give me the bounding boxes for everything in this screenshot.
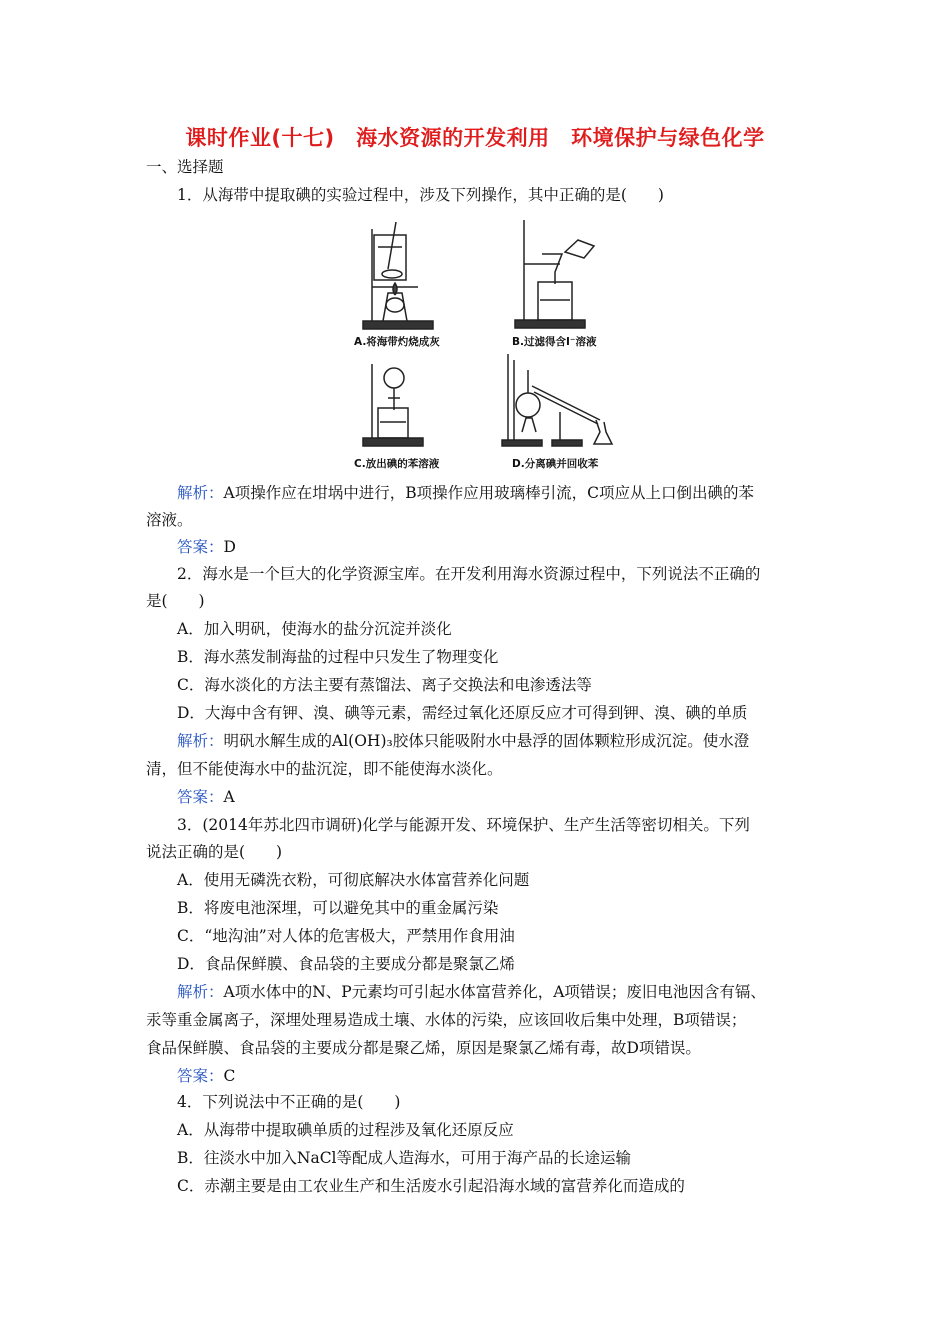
caption-d: D.分离碘并回收苯	[512, 458, 599, 470]
q3-stem-line1: 3．(2014年苏北四市调研)化学与能源开发、环境保护、生产生活等密切相关。下列	[177, 816, 750, 834]
apparatus-c-illustration	[358, 360, 438, 450]
q4-option-c: C．赤潮主要是由工农业生产和生活废水引起沿海水域的富营养化而造成的	[177, 1177, 685, 1195]
caption-b: B.过滤得含I⁻溶液	[512, 336, 597, 348]
q1-answer	[177, 537, 236, 557]
page-title: 课时作业(十七) 海水资源的开发利用 环境保护与绿色化学	[185, 126, 765, 150]
q3-answer-value: C	[223, 1067, 236, 1085]
q3-option-c: C．“地沟油”对人体的危害极大，严禁用作食用油	[177, 927, 515, 945]
analysis-label: 解析：	[177, 732, 224, 750]
analysis-label: 解析：	[177, 983, 224, 1001]
caption-a: A.将海带灼烧成灰	[354, 336, 440, 348]
q4-option-b: B．往淡水中加入NaCl等配成人造海水，可用于海产品的长途运输	[177, 1149, 632, 1167]
answer-label: 答案：	[177, 1067, 224, 1085]
q3-stem-line2: 说法正确的是( )	[146, 843, 283, 861]
q4-stem: 4．下列说法中不正确的是( )	[177, 1093, 401, 1111]
q1-stem: 1．从海带中提取碘的实验过程中，涉及下列操作，其中正确的是( )	[177, 186, 664, 204]
q2-analysis-text: 明矾水解生成的Al(OH)₃胶体只能吸附水中悬浮的固体颗粒形成沉淀。使水澄	[223, 732, 750, 750]
q3-option-a: A．使用无磷洗衣粉，可彻底解决水体富营养化问题	[177, 871, 530, 889]
answer-label: 答案：	[177, 538, 224, 556]
q2-option-d: D．大海中含有钾、溴、碘等元素，需经过氧化还原反应才可得到钾、溴、碘的单质	[177, 704, 748, 722]
apparatus-d-illustration	[500, 350, 620, 450]
q2-answer	[177, 787, 235, 807]
q1-analysis-line1	[177, 483, 754, 503]
q3-analysis-line3: 食品保鲜膜、食品袋的主要成分都是聚乙烯，原因是聚氯乙烯有毒，故D项错误。	[146, 1039, 701, 1057]
q2-analysis-line1	[177, 731, 749, 751]
q3-option-b: B．将废电池深埋，可以避免其中的重金属污染	[177, 899, 499, 917]
q1-analysis-line2: 溶液。	[146, 511, 193, 529]
caption-c: C.放出碘的苯溶液	[354, 458, 440, 470]
answer-label: 答案：	[177, 788, 224, 806]
q2-stem-line1: 2．海水是一个巨大的化学资源宝库。在开发利用海水资源过程中，下列说法不正确的	[177, 565, 761, 583]
q3-analysis-text: A项水体中的N、P元素均可引起水体富营养化，A项错误；废旧电池因含有镉、	[223, 983, 766, 1001]
section-heading: 一、选择题	[146, 158, 224, 176]
q2-answer-value: A	[223, 788, 235, 806]
q4-option-a: A．从海带中提取碘单质的过程涉及氧化还原反应	[177, 1121, 514, 1139]
q3-answer	[177, 1066, 235, 1086]
q2-stem-line2: 是( )	[146, 592, 205, 610]
q2-analysis-line2: 清，但不能使海水中的盐沉淀，即不能使海水淡化。	[146, 760, 503, 778]
q3-analysis-line1	[177, 982, 766, 1002]
q1-answer-value: D	[223, 538, 236, 556]
q2-option-b: B．海水蒸发制海盐的过程中只发生了物理变化	[177, 648, 499, 666]
q1-analysis-text: A项操作应在坩埚中进行，B项操作应用玻璃棒引流，C项应从上口倒出碘的苯	[223, 484, 754, 502]
q3-option-d: D．食品保鲜膜、食品袋的主要成分都是聚氯乙烯	[177, 955, 515, 973]
q2-option-a: A．加入明矾，使海水的盐分沉淀并淡化	[177, 620, 452, 638]
q1-apparatus-figure	[350, 212, 620, 480]
apparatus-a-illustration	[358, 217, 448, 332]
q2-option-c: C．海水淡化的方法主要有蒸馏法、离子交换法和电渗透法等	[177, 676, 592, 694]
q3-analysis-line2: 汞等重金属离子，深埋处理易造成土壤、水体的污染，应该回收后集中处理，B项错误；	[146, 1011, 747, 1029]
apparatus-b-illustration	[510, 212, 605, 332]
analysis-label: 解析：	[177, 484, 224, 502]
